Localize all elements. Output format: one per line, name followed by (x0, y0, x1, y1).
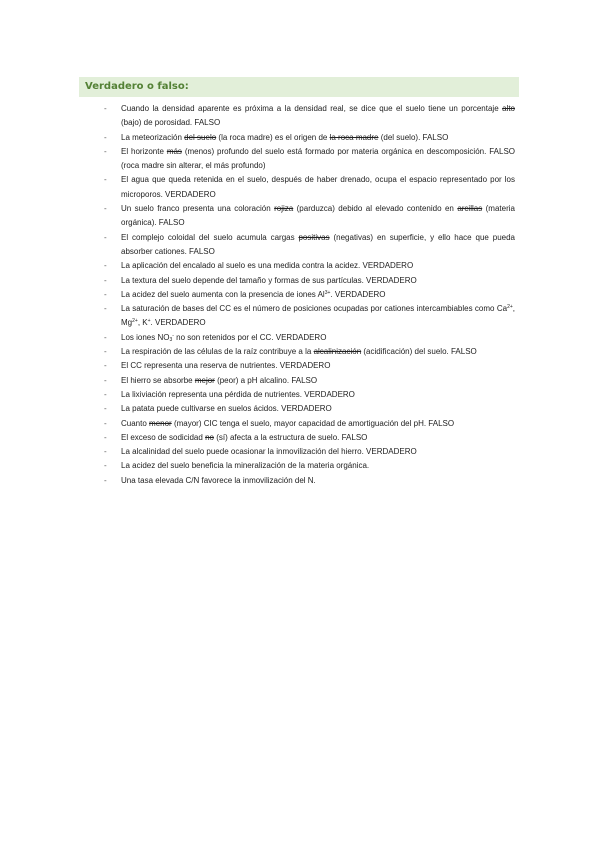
item-text: 3+ (324, 289, 331, 296)
item-text: El exceso de sodicidad (121, 432, 206, 442)
bullet-dash: - (104, 432, 107, 442)
item-text: Cuando la densidad aparente es próxima a la densidad real, se dice que el suelo tiene un porcentaje (121, 104, 503, 113)
list-item (104, 331, 515, 345)
list-item (104, 274, 515, 288)
item-text: (bajo) de porosidad. FALSO (121, 118, 221, 128)
list-item (104, 374, 515, 388)
item-text: El complejo coloidal del suelo acumula cargas (121, 232, 299, 242)
bullet-dash: - (104, 375, 107, 385)
item-text: (parduzca) debido al elevado contenido en (293, 204, 458, 214)
list-item (104, 231, 515, 260)
item-text: no son retenidos por el CC. VERDADERO (173, 332, 327, 342)
item-text: (acidificación) del suelo. FALSO (361, 347, 477, 357)
list-item (104, 259, 515, 273)
bullet-dash: - (104, 389, 107, 399)
list-item (104, 131, 515, 145)
item-text: 2+ (507, 304, 513, 311)
item-text: (negativas) en superficie, y ello hace que pueda absorber cationes. FALSO (121, 232, 515, 256)
item-text: 3 (169, 336, 173, 343)
list-item (104, 388, 515, 402)
bullet-dash: - (104, 261, 107, 271)
item-text: La patata puede cultivarse en suelos ácidos. VERDADERO (121, 404, 332, 414)
true-false-list (104, 102, 515, 488)
struck-text: arcillas (457, 204, 483, 214)
struck-text: mejor (194, 375, 215, 385)
bullet-dash: - (104, 361, 107, 371)
struck-text: no (205, 432, 214, 442)
item-text: El hierro se absorbe (121, 375, 195, 385)
bullet-dash: - (104, 304, 107, 314)
bullet-dash: - (104, 232, 107, 242)
item-text: (materia orgánica). FALSO (121, 204, 515, 228)
struck-text: menor (149, 418, 172, 428)
item-text: La aplicación del encalado al suelo es una medida contra la acidez. VERDADERO (121, 261, 414, 271)
list-item (104, 288, 515, 302)
section-heading: Verdadero o falso: (79, 77, 519, 97)
bullet-dash: - (104, 332, 107, 342)
item-text: (la roca madre) es el origen de (216, 132, 330, 142)
item-text: El horizonte (121, 146, 167, 156)
bullet-dash: - (104, 289, 107, 299)
bullet-dash: - (104, 447, 107, 457)
struck-text: alcalinización (313, 347, 362, 357)
item-text: La respiración de las células de la raíz contribuye a la (121, 347, 314, 357)
item-text: + (147, 318, 151, 325)
list-item (104, 359, 515, 373)
bullet-dash: - (104, 104, 107, 113)
struck-text: del suelo (184, 132, 217, 142)
bullet-dash: - (104, 404, 107, 414)
bullet-dash: - (104, 204, 107, 214)
struck-text: alto (502, 104, 515, 113)
item-text: El CC representa una reserva de nutrientes. VERDADERO (121, 361, 331, 371)
item-text: La lixiviación representa una pérdida de nutrientes. VERDADERO (121, 389, 355, 399)
bullet-dash: - (104, 275, 107, 285)
item-text: La acidez del suelo beneficia la mineralización de la materia orgánica. (121, 461, 370, 471)
list-item (104, 173, 515, 202)
list-item (104, 145, 515, 174)
list-item (104, 345, 515, 359)
list-item (104, 431, 515, 445)
list-item (104, 417, 515, 431)
struck-text: más (166, 146, 182, 156)
item-text: (sí) afecta a la estructura de suelo. FALSO (213, 432, 368, 442)
item-text: La saturación de bases del CC es el número de posiciones ocupadas por cationes intercambiables como Ca (121, 304, 508, 314)
item-text: , Mg (121, 304, 515, 328)
item-text: (menos) profundo del suelo está formado por materia orgánica en descomposición. FALSO (roca madre sin alterar, el más profundo) (121, 146, 516, 171)
bullet-dash: - (104, 132, 107, 142)
item-text: . VERDADERO (330, 289, 386, 299)
list-item (104, 102, 515, 131)
bullet-dash: - (104, 475, 107, 485)
item-text: (del suelo). FALSO (378, 132, 449, 142)
struck-text: la roca madre (329, 132, 379, 142)
item-text: Un suelo franco presenta una coloración (121, 204, 275, 214)
item-text: 2+ (132, 318, 138, 325)
item-text: La acidez del suelo aumenta con la presencia de iones Al (121, 289, 325, 299)
bullet-dash: - (104, 175, 107, 185)
item-text: - (172, 332, 174, 339)
item-text: (mayor) CIC tenga el suelo, mayor capacidad de amortiguación del pH. FALSO (171, 418, 455, 428)
list-item (104, 202, 515, 231)
struck-text: positivas (298, 232, 330, 242)
bullet-dash: - (104, 347, 107, 357)
bullet-dash: - (104, 418, 107, 428)
list-item (104, 302, 515, 331)
item-text: Los iones NO (121, 332, 170, 342)
item-text: , K (137, 318, 148, 328)
list-item (104, 445, 515, 459)
item-text: (peor) a pH alcalino. FALSO (214, 375, 318, 385)
item-text: . VERDADERO (150, 318, 206, 328)
item-text: La alcalinidad del suelo puede ocasionar la inmovilización del hierro. VERDADERO (121, 447, 417, 457)
list-item (104, 459, 515, 473)
item-text: Una tasa elevada C/N favorece la inmovilización del N. (121, 475, 316, 485)
bullet-dash: - (104, 461, 107, 471)
item-text: Cuanto (121, 418, 150, 428)
list-item (104, 474, 515, 488)
item-text: El agua que queda retenida en el suelo, después de haber drenado, ocupa el espacio representado por los microporos. VERDADERO (121, 175, 515, 199)
bullet-dash: - (104, 146, 107, 156)
item-text: La meteorización (121, 132, 185, 142)
list-item (104, 402, 515, 416)
item-text: La textura del suelo depende del tamaño y formas de sus partículas. VERDADERO (121, 275, 417, 285)
struck-text: rojiza (274, 204, 294, 214)
